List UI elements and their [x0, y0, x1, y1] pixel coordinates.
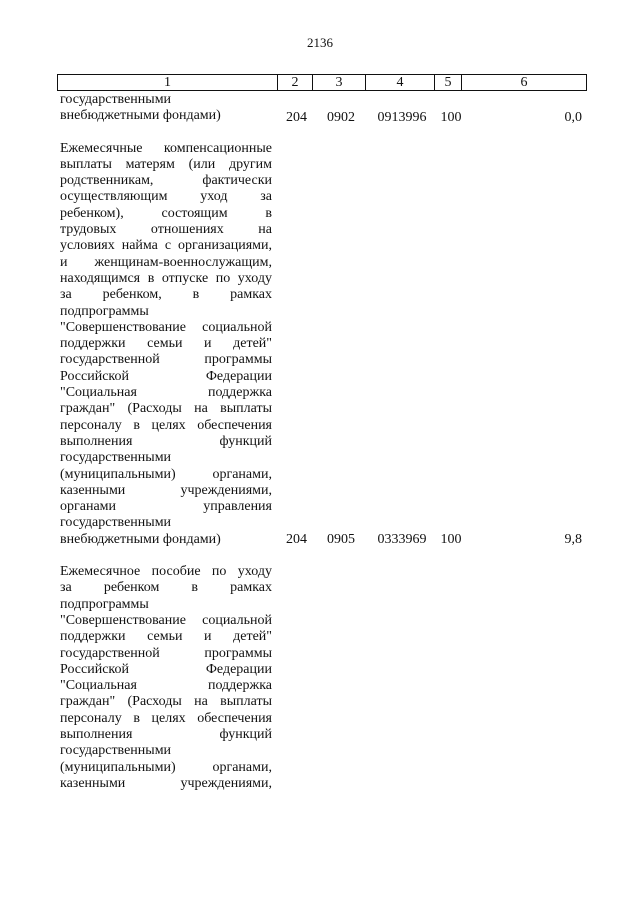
description-line: государственными	[60, 450, 172, 466]
description-line: выплаты матерям (или другим	[60, 156, 272, 172]
description-line: государственными	[60, 515, 172, 531]
description-line: персоналу в целях обеспечения	[60, 710, 272, 726]
description-line: (муниципальными) органами,	[60, 759, 272, 775]
column-header-3: 3	[313, 75, 366, 91]
column-header-6: 6	[462, 75, 587, 91]
description-line: подпрограммы	[60, 303, 149, 319]
description-line: граждан" (Расходы на выплаты	[60, 401, 272, 417]
description-line: государственной программы	[60, 352, 272, 368]
column-header-2: 2	[278, 75, 313, 91]
row-description	[60, 564, 272, 792]
column-header-table	[57, 74, 587, 91]
cell-col6: 0,0	[564, 110, 582, 125]
description-line: поддержки семьи и детей"	[60, 629, 272, 645]
column-header-4: 4	[366, 75, 435, 91]
column-header-1: 1	[58, 75, 278, 91]
description-line: казенными учреждениями,	[60, 775, 272, 791]
cell-col2: 204	[286, 531, 307, 547]
description-line: внебюджетными фондами)	[60, 531, 221, 547]
description-line: выполнения функций	[60, 726, 272, 742]
cell-col3: 0902	[327, 110, 355, 125]
description-line: внебюджетными фондами)	[60, 108, 221, 124]
column-header-row	[58, 75, 587, 91]
description-line: Российской Федерации	[60, 661, 272, 677]
description-line: (муниципальными) органами,	[60, 466, 272, 482]
cell-col6: 9,8	[564, 531, 582, 547]
cell-col5: 100	[440, 531, 462, 547]
column-header-5: 5	[435, 75, 462, 91]
description-line: за ребенком, в рамках	[60, 287, 272, 303]
description-line: и женщинам-военнослужащим,	[60, 254, 272, 270]
description-line: государственными	[60, 743, 172, 759]
page-number: 2136	[307, 35, 333, 50]
description-line: подпрограммы	[60, 596, 149, 612]
description-line: ребенком), состоящим в	[60, 205, 272, 221]
description-line: трудовых отношениях на	[60, 222, 272, 238]
description-line: Российской Федерации	[60, 368, 272, 384]
description-line: Ежемесячное пособие по уходу	[60, 564, 272, 580]
table-body	[0, 92, 640, 792]
cell-col3: 0905	[327, 531, 355, 547]
description-line: государственными	[60, 92, 172, 107]
description-line: "Совершенствование социальной	[60, 319, 272, 335]
description-line: выполнения функций	[60, 433, 272, 449]
cell-col4: 0913996	[377, 110, 427, 125]
table-row	[0, 141, 640, 548]
description-line: поддержки семьи и детей"	[60, 336, 272, 352]
description-line: находящимся в отпуске по уходу	[60, 270, 272, 286]
description-line: граждан" (Расходы на выплаты	[60, 694, 272, 710]
description-line: условиях найма с организациями,	[60, 238, 272, 254]
table-row	[0, 564, 640, 792]
description-line: осуществляющим уход за	[60, 189, 272, 205]
cell-col5: 100	[440, 110, 462, 125]
description-line: родственникам, фактически	[60, 173, 272, 189]
description-line: за ребенком в рамках	[60, 580, 272, 596]
row-description	[60, 141, 272, 548]
row-description	[60, 92, 272, 125]
description-line: государственной программы	[60, 645, 272, 661]
cell-col2: 204	[286, 110, 307, 125]
description-line: "Социальная поддержка	[60, 678, 272, 694]
description-line: Ежемесячные компенсационные	[60, 140, 272, 156]
description-line: персоналу в целях обеспечения	[60, 417, 272, 433]
table-row	[0, 92, 640, 125]
description-line: "Социальная поддержка	[60, 385, 272, 401]
description-line: "Совершенствование социальной	[60, 612, 272, 628]
description-line: органами управления	[60, 499, 272, 515]
cell-col4: 0333969	[377, 531, 427, 547]
description-line: казенными учреждениями,	[60, 482, 272, 498]
